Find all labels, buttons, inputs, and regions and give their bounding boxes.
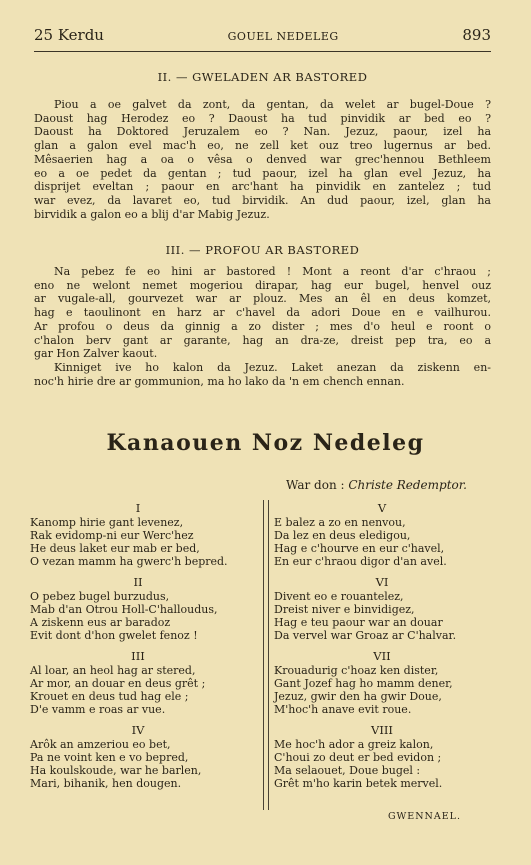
verse-line: O pebez bugel burzudus, <box>30 590 170 603</box>
verse-line: C'houi zo deut er bed evidon ; <box>274 751 442 764</box>
verse-line: D'e vamm e roas ar vue. <box>30 703 166 716</box>
verse-line: Krouadurig c'hoaz ken dister, <box>274 664 439 677</box>
verse-line: Ma selaouet, Doue bugel : <box>274 764 421 777</box>
text-line: gar Hon Zalver kaout. <box>34 347 158 361</box>
text-line: eno ne welont nemet mogeriou dirapar, hag eur bugel, henvel ouz <box>34 278 491 292</box>
verse-line: Al loar, an heol hag ar stered, <box>30 664 196 677</box>
page-number: 893 <box>462 26 491 44</box>
verse-line: Da vervel war Groaz ar C'halvar. <box>274 629 457 642</box>
verse-line: Ha koulskoude, war he barlen, <box>30 764 202 777</box>
verse-line: Grêt m'ho karin betek mervel. <box>274 777 443 790</box>
verse-line: E balez a zo en nenvou, <box>274 516 406 529</box>
page-header <box>34 26 491 52</box>
stanza-number: I <box>135 501 141 515</box>
text-line: Kinniget ive ho kalon da Jezuz. Laket anezan da ziskenn en- <box>54 360 491 374</box>
verse-line: Divent eo e rouantelez, <box>274 590 404 603</box>
text-line: Ar profou o deus da ginnig a zo dister ; mes d'o heul e roont o <box>34 319 491 333</box>
verse-line: Mari, bihanik, hen dougen. <box>30 777 182 790</box>
text-line: eo a oe pedet da gentan ; tud paour, izel ha glan evel Jezuz, ha <box>34 166 491 180</box>
column-divider <box>263 500 269 810</box>
verse-line: Gant Jozef hag ho mamm dener, <box>274 677 453 690</box>
song-title: Kanaouen Noz Nedeleg <box>106 430 425 456</box>
section-profou <box>34 243 491 388</box>
stanza-number: IV <box>131 723 145 737</box>
section-body <box>34 265 491 388</box>
text-line: c'halon berv gant ar garante, hag an dra-ze, dreist pep tra, eo a <box>34 333 491 347</box>
section-gweladen <box>34 70 491 221</box>
text-line: Daoust hag Herodez eo ? Daoust ha tud pinvidik ar bed eo ? <box>34 111 491 125</box>
verse-line: Rak evidomp-ni eur Werc'hez <box>30 529 194 542</box>
verse-line: Kanomp hirie gant levenez, <box>30 516 184 529</box>
verse-line: En eur c'hraou digor d'an avel. <box>274 555 447 568</box>
verse-line: A ziskenn eus ar baradoz <box>30 616 171 629</box>
verse-line: Hag e c'hourve en eur c'havel, <box>274 542 445 555</box>
stanza-number: VIII <box>371 723 393 737</box>
verses-left-column <box>30 500 246 796</box>
header-title: GOUEL NEDELEG <box>227 30 339 43</box>
verse-line: He deus laket eur mab er bed, <box>30 542 200 555</box>
header-date: 25 Kerdu <box>34 26 104 44</box>
signature: GWENNAEL. <box>387 811 461 822</box>
verse-line: Arôk an amzeriou eo bet, <box>30 738 171 751</box>
text-line: ar vugale-all, gourvezet war ar plouz. Mes an êl en deus komzet, <box>34 292 491 306</box>
text-line: war evez, da lavaret eo, tud birvidik. An dud paour, izel, glan ha <box>34 193 491 207</box>
verses-right-column <box>274 500 490 796</box>
verse-line: Hag e teu paour war an douar <box>274 616 443 629</box>
verse-line: Ar mor, an douar en deus grêt ; <box>30 677 206 690</box>
verse-line: Evit dont d'hon gwelet fenoz ! <box>30 629 198 642</box>
verse-line: O vezan mamm ha gwerc'h bepred. <box>30 555 228 568</box>
tune-prefix: War don : <box>286 478 349 492</box>
verse-line: Da lez en deus eledigou, <box>274 529 411 542</box>
text-line: disprijet eveltan ; paour en arc'hant ha pinvidik en zantelez ; tud <box>34 180 491 194</box>
stanza-number: III <box>131 649 145 663</box>
stanza-number: II <box>133 575 143 589</box>
verse-line: Me hoc'h ador a greiz kalon, <box>274 738 434 751</box>
verse-line: Pa ne voint ken e vo bepred, <box>30 751 189 764</box>
text-line: Daoust ha Doktored Jeruzalem eo ? Nan. Jezuz, paour, izel ha <box>34 125 491 139</box>
section-title: III. — PROFOU AR BASTORED <box>165 243 360 257</box>
stanza-number: VII <box>373 649 391 663</box>
tune-line <box>286 478 467 492</box>
section-body <box>34 98 491 221</box>
stanza-number: VI <box>375 575 389 589</box>
stanza-number: V <box>377 501 387 515</box>
verse-line: Krouet en deus tud hag ele ; <box>30 690 189 703</box>
verse-line: Dreist niver e binvidigez, <box>274 603 415 616</box>
verse-line: Jezuz, gwir den ha gwir Doue, <box>274 690 442 703</box>
text-line: glan a galon evel mac'h eo, ne zell ket ouz treo lugernus ar bed. <box>34 139 491 153</box>
text-line: Mêsaerien hag a oa o vêsa o denved war grec'hennou Bethleem <box>34 152 491 166</box>
text-line: Piou a oe galvet da zont, da gentan, da welet ar bugel-Doue ? <box>54 98 491 111</box>
text-line: birvidik a galon eo a blij d'ar Mabig Jezuz. <box>34 207 270 221</box>
section-title: II. — GWELADEN AR BASTORED <box>157 70 368 84</box>
text-line: noc'h hirie dre ar gommunion, ma ho lako da 'n em chench ennan. <box>34 374 405 388</box>
verse-line: M'hoc'h anave evit roue. <box>274 703 412 716</box>
text-line: Na pebez fe eo hini ar bastored ! Mont a reont d'ar c'hraou ; <box>54 265 491 278</box>
verse-line: Mab d'an Otrou Holl-C'halloudus, <box>30 603 218 616</box>
text-line: hag e taoulinont en harz ar c'havel da adori Doue en e vailhurou. <box>34 306 491 320</box>
tune-name: Christe Redemptor. <box>348 478 467 492</box>
